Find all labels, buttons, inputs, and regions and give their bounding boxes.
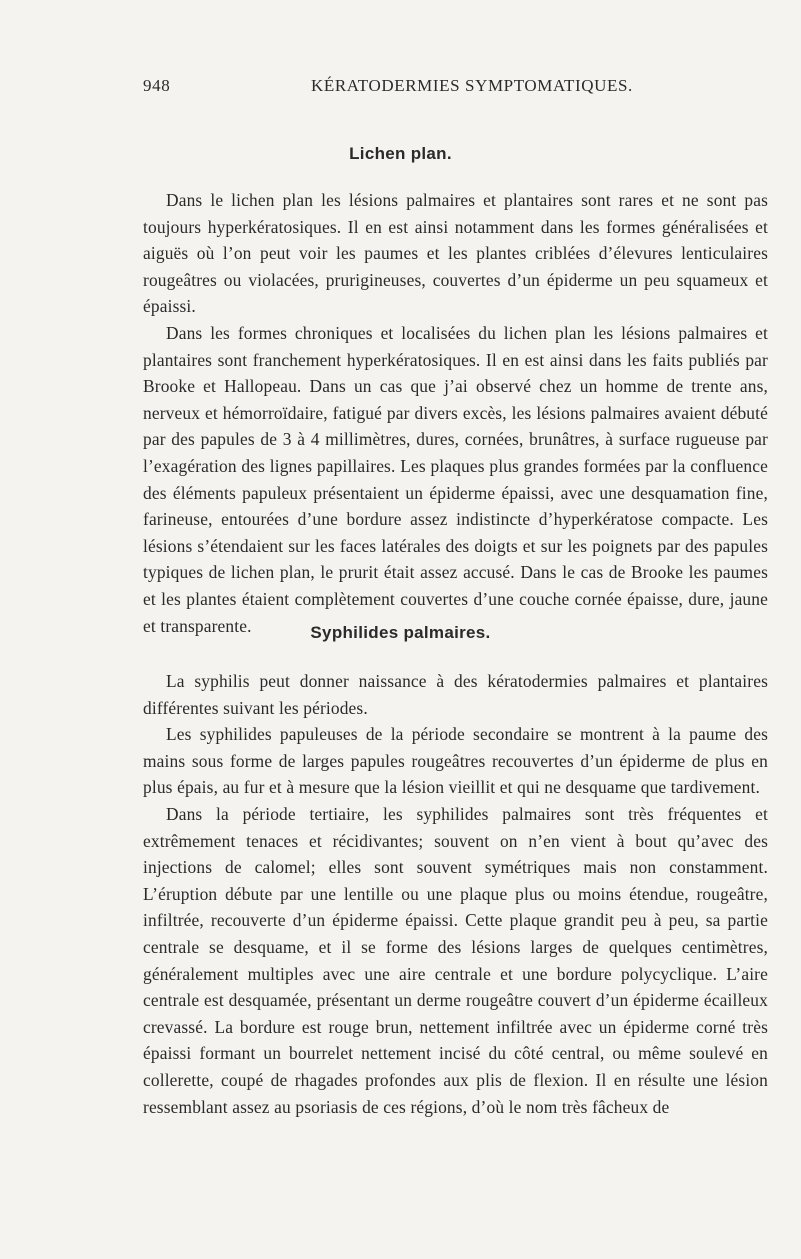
section-lichen-plan: [143, 187, 768, 639]
paragraph: Dans le lichen plan les lésions palmaires et plantaires sont rares et ne sont pas toujours hyperkératosiques. Il en est ainsi notamment dans les formes généralisées et aiguës où l’on peut voir les paumes et les plantes criblées d’élevures lenticulaires rougeâtres ou violacées, prurigineuses, couvertes d’un épiderme un peu squameux et épaissi.: [143, 190, 768, 317]
running-head: [143, 76, 633, 98]
paragraph: Dans la période tertiaire, les syphilides palmaires sont très fréquentes et extrêmement tenaces et récidivantes; souvent on n’en vient à bout qu’avec des injections de calomel; elles sont souvent symétriques mais non constamment. L’éruption débute par une lentille ou une plaque plus ou moins étendue, rougeâtre, infiltrée, recouverte d’un épiderme épaissi. Cette plaque grandit peu à peu, sa partie centrale se desquame, et il se forme des lésions larges de quelques centimètres, généralement multiples avec une aire centrale et une bordure polycyclique. L’aire centrale est desquamée, présentant un derme rougeâtre couvert d’un épiderme écailleux crevassé. La bordure est rouge brun, nettement infiltrée avec un épiderme corné très épaissi formant un bourrelet nettement incisé du côté central, ou même soulevé en collerette, coupé de rhagades profondes aux plis de flexion. Il en résulte une lésion ressemblant assez au psoriasis de ces régions, d’où le nom très fâcheux de: [143, 803, 768, 1117]
page-number: 948: [143, 76, 171, 95]
paragraph: Les syphilides papuleuses de la période secondaire se montrent à la paume des mains sous forme de larges papules rougeâtres recouvertes d’un épiderme de plus en plus épais, au fur et à mesure que la lésion vieillit et qui ne desquame que tardivement.: [143, 724, 768, 798]
section-heading-syphilides-palmaires: Syphilides palmaires.: [310, 623, 491, 642]
paragraph: La syphilis peut donner naissance à des kératodermies palmaires et plantaires différentes suivant les périodes.: [143, 671, 768, 718]
section-heading-lichen-plan: Lichen plan.: [349, 144, 452, 163]
section-syphilides-palmaires: [143, 668, 768, 1120]
running-title: KÉRATODERMIES SYMPTOMATIQUES.: [311, 76, 633, 95]
paragraph: Dans les formes chroniques et localisées du lichen plan les lésions palmaires et plantaires sont franchement hyperkératosiques. Il en est ainsi dans les faits publiés par Brooke et Hallopeau. Dans un cas que j’ai observé chez un homme de trente ans, nerveux et hémorroïdaire, fatigué par divers excès, les lésions palmaires avaient débuté par des papules de 3 à 4 millimètres, dures, cornées, brunâtres, à surface rugueuse par l’exagération des lignes papillaires. Les plaques plus grandes formées par la confluence des éléments papuleux présentaient un épiderme épaissi, avec une desquamation fine, farineuse, entourées d’une bordure assez indistincte d’hyperkératose compacte. Les lésions s’étendaient sur les faces latérales des doigts et sur les poignets par des papules typiques de lichen plan, le prurit était assez accusé. Dans le cas de Brooke les paumes et les plantes étaient complètement couvertes d’une couche cornée épaisse, dure, jaune et transparente.: [143, 322, 768, 636]
